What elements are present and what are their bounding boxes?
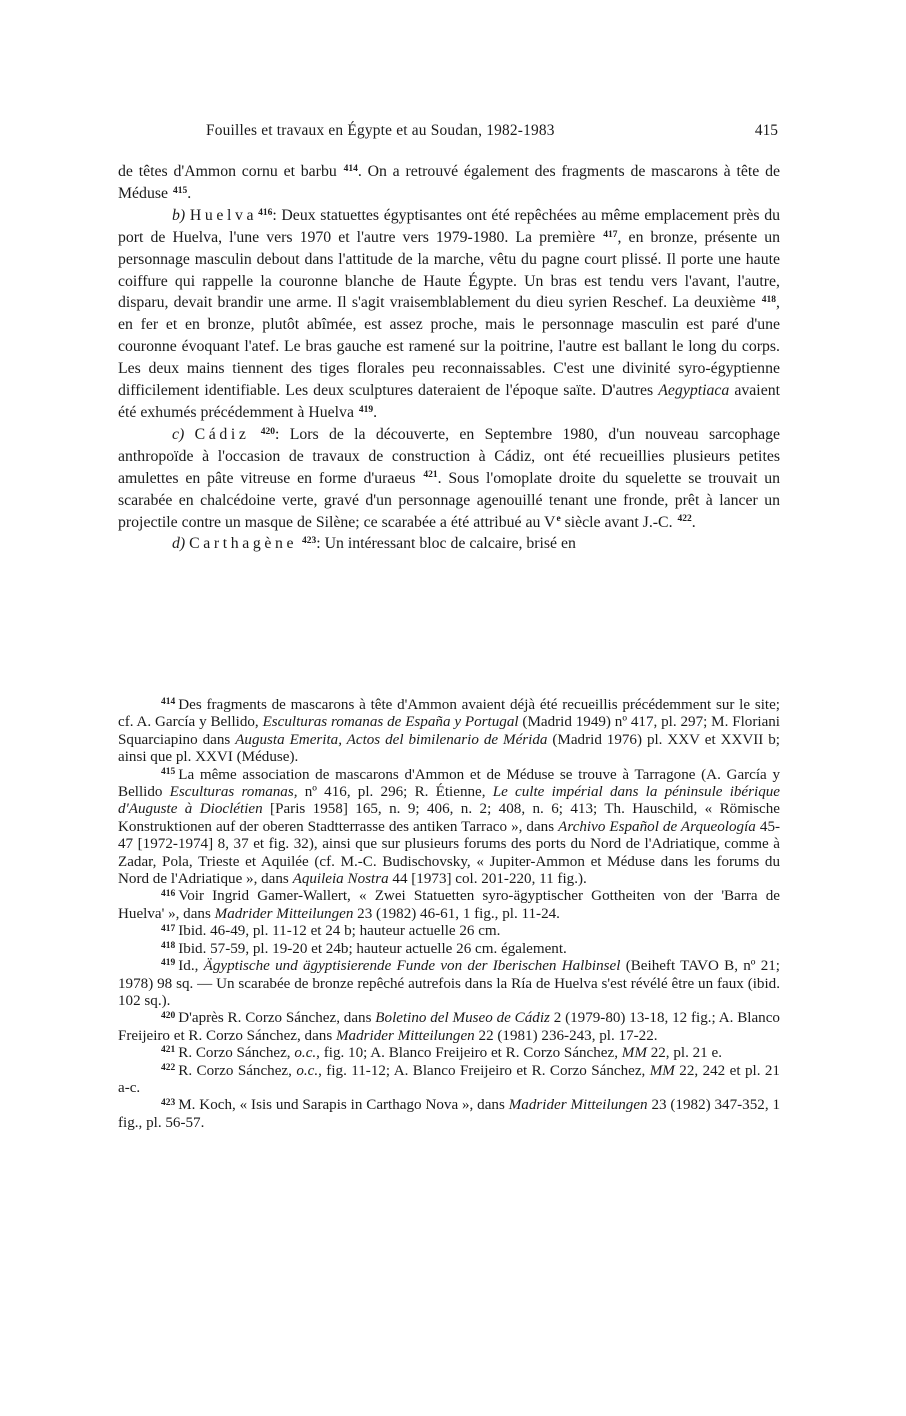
superscript-e: e bbox=[556, 514, 561, 525]
text-run: , fig. 11-12; A. Blanco Freijeiro et R. Corzo Sánchez, bbox=[318, 1062, 646, 1079]
footnote-ref[interactable]: 421 bbox=[423, 470, 438, 481]
text-run: , fig. 10; A. Blanco Freijeiro et R. Corzo Sánchez, bbox=[316, 1045, 618, 1062]
text-run: Id., bbox=[178, 958, 199, 975]
footnote-417 bbox=[118, 923, 780, 940]
footnote-number: 415 bbox=[161, 766, 176, 777]
footnote-422 bbox=[118, 1063, 780, 1098]
footnote-number: 419 bbox=[161, 958, 176, 969]
text-run: R. Corzo Sánchez, bbox=[178, 1062, 292, 1079]
text-run: . bbox=[373, 403, 378, 421]
text-run: : Deux statuettes égyptisantes ont été repêchées au même emplacement près du port de Huelva, l'une vers 1970 et l'autre vers 1979-1980. La première bbox=[118, 206, 780, 246]
italic-title: o.c. bbox=[294, 1045, 317, 1062]
footnote-ref[interactable]: 417 bbox=[603, 229, 618, 240]
running-head-title: Fouilles et travaux en Égypte et au Soudan, 1982-1983 bbox=[206, 122, 555, 139]
running-head bbox=[118, 122, 786, 142]
text-run: siècle avant J.-C. bbox=[564, 513, 673, 531]
italic-title: Le culte impérial dans la péninsule ibérique d'Auguste à Dioclétien bbox=[118, 784, 780, 818]
text-run: 22, 242 et pl. 21 a-c. bbox=[118, 1062, 780, 1096]
italic-term: Aegyptiaca bbox=[658, 382, 730, 400]
footnote-419 bbox=[118, 958, 780, 1010]
text-run: 22, pl. 21 e. bbox=[650, 1045, 722, 1062]
text-run: (Beiheft TAVO B, nº 21; 1978) 98 sq. — Un scarabée de bronze repêché autrefois dans la Ría de Huelva s'est révélé être un faux (ibid. 102 sq.). bbox=[118, 958, 781, 1009]
footnote-ref[interactable]: 420 bbox=[260, 426, 276, 437]
footnote-number: 420 bbox=[161, 1010, 176, 1021]
italic-title: Ägyptische und ägyptisierende Funde von der Iberischen Halbinsel bbox=[203, 958, 621, 975]
italic-title: Madrider Mitteilungen bbox=[335, 1027, 475, 1044]
footnote-ref[interactable]: 418 bbox=[761, 295, 777, 306]
text-run: 2 (1979-80) 13-18, 12 fig.; A. Blanco Freijeiro et R. Corzo Sánchez, dans bbox=[118, 1010, 780, 1044]
text-run: [Paris 1958] 165, n. 9; 406, n. 2; 408, n. 6; 413; Th. Hauschild, « Römische Konstruktionen auf der oberen Stadtterrasse des antiken Tarraco », dans bbox=[118, 801, 780, 835]
text-run: . Sous l'omoplate droite du squelette se trouvait un scarabée en chalcédoine verte, gravé d'un personnage agenouillé tenant une fronde, prêt à lancer un projectile contre un masque de Silène; ce scarabée a été attribué au V bbox=[118, 469, 780, 531]
paragraph-carthagene bbox=[118, 533, 780, 555]
footnote-414 bbox=[118, 697, 780, 767]
text-run: M. Koch, « Isis und Sarapis in Carthago Nova », dans bbox=[178, 1097, 505, 1114]
italic-title: Madrider Mitteilungen bbox=[214, 905, 354, 922]
footnote-421 bbox=[118, 1045, 780, 1062]
text-run: Voir Ingrid Gamer-Wallert, « Zwei Statuetten syro-ägyptischer Gottheiten von der 'Barra de Huelva' », dans bbox=[118, 888, 780, 922]
page-number: 415 bbox=[754, 122, 778, 139]
text-run: La même association de mascarons d'Ammon et de Méduse se trouve à Tarragone (A. García y Bellido bbox=[118, 766, 780, 801]
text-run: Ibid. 46-49, pl. 11-12 et 24 b; hauteur actuelle 26 cm. bbox=[178, 923, 501, 940]
footnote-number: 422 bbox=[161, 1062, 176, 1073]
text-run: (Madrid 1976) pl. XXV et XXVII b; ainsi que pl. XXVI (Méduse). bbox=[118, 731, 780, 766]
text-run: , en fer et en bronze, plutôt abîmée, est assez proche, mais le personnage masculin est paré d'une couronne évoquant l'atef. Le bras gauche est ramené sur la poitrine, l'autre est ballant le long du corps. Les deux mains tiennent des tiges florales peu reconnaissables. C'est une divinité syro-égyptienne difficilement identifiable. Les deux sculptures dateraient de l'époque saïte. D'autres bbox=[118, 294, 780, 400]
italic-title: Aquileia Nostra bbox=[292, 871, 389, 888]
footnote-418 bbox=[118, 941, 780, 958]
text-run: 23 (1982) 347-352, 1 fig., pl. 56-57. bbox=[118, 1097, 780, 1131]
footnote-number: 423 bbox=[161, 1097, 176, 1108]
text-run: : Lors de la découverte, en Septembre 1980, d'un nouveau sarcophage anthropoïde à l'occasion de travaux de construction à Cádiz, ont été recueillies plusieurs petites amulettes en pâte vitreuse en forme d'uraeus bbox=[118, 425, 781, 487]
footnote-number: 418 bbox=[161, 940, 176, 951]
footnote-ref[interactable]: 415 bbox=[172, 185, 188, 196]
text-run: , en bronze, présente un personnage masculin debout dans l'attitude de la marche, vêtu du pagne court plissé. Il porte une haute coiffure qui rappelle la couronne blanche de Haute Égypte. Un bras est tendu vers l'avant, l'autre, disparu, devait brandir une arme. Il s'agit vraisemblablement du dieu syrien Reschef. La deuxième bbox=[118, 228, 780, 312]
text-run: 23 (1982) 46-61, 1 fig., pl. 11-24. bbox=[357, 905, 560, 922]
footnote-ref[interactable]: 416 bbox=[258, 207, 273, 218]
text-run: 44 [1973] col. 201-220, 11 fig.). bbox=[392, 871, 587, 888]
footnote-number: 421 bbox=[161, 1045, 176, 1056]
footnote-number: 416 bbox=[161, 888, 176, 899]
italic-title: Boletino del Museo de Cádiz bbox=[375, 1010, 550, 1027]
italic-title: MM bbox=[649, 1062, 675, 1079]
paragraph-cadiz bbox=[118, 424, 780, 534]
section-label: b) bbox=[172, 206, 186, 224]
text-run: : Un intéressant bloc de calcaire, brisé en bbox=[316, 535, 576, 553]
footnote-ref[interactable]: 422 bbox=[677, 514, 692, 525]
footnote-ref[interactable]: 414 bbox=[343, 163, 358, 174]
text-run: Des fragments de mascarons à tête d'Ammon avaient déjà été recueillis précédemment sur le site; cf. A. García y Bellido, bbox=[118, 697, 780, 731]
italic-title: Esculturas romanas, bbox=[169, 784, 298, 801]
section-label: c) bbox=[172, 425, 185, 443]
section-label: d) bbox=[172, 535, 186, 553]
text-run: (Madrid 1949) nº 417, pl. 297; M. Floriani Squarciapino dans bbox=[118, 714, 781, 748]
italic-title: Augusta Emerita, Actos del bimilenario de Mérida bbox=[235, 731, 548, 748]
paragraph-ammon-meduse bbox=[118, 161, 780, 205]
footnote-415 bbox=[118, 767, 780, 889]
italic-title: Esculturas romanas de España y Portugal bbox=[262, 714, 519, 731]
section-place-heading: Huelva bbox=[189, 206, 258, 224]
text-run: de têtes d'Ammon cornu et barbu bbox=[118, 163, 337, 180]
footnote-ref[interactable]: 419 bbox=[358, 404, 374, 415]
footnotes bbox=[118, 697, 780, 1132]
text-run: 45-47 [1972-1974] 8, 37 et fig. 32), ainsi que sur plusieurs forums des ports du Nord de l'Adriatique, comme à Zadar, Pola, Trieste et Aquilée (cf. M.-C. Budischovsky, « Jupiter-Ammon et Méduse dans les forums du Nord de l'Adriatique », dans bbox=[118, 818, 781, 888]
section-place-heading: Carthagène bbox=[189, 535, 298, 553]
footnote-number: 417 bbox=[161, 923, 176, 934]
footnote-ref[interactable]: 423 bbox=[302, 536, 317, 547]
text-run: . On a retrouvé également des fragments de mascarons à tête de Méduse bbox=[118, 163, 780, 202]
footnote-number: 414 bbox=[161, 697, 176, 708]
text-run: Ibid. 57-59, pl. 19-20 et 24b; hauteur actuelle 26 cm. également. bbox=[178, 940, 567, 957]
text-run: 22 (1981) 236-243, pl. 17-22. bbox=[478, 1027, 658, 1044]
italic-title: MM bbox=[621, 1045, 647, 1062]
text-run: . bbox=[691, 513, 696, 531]
italic-title: o.c. bbox=[296, 1062, 319, 1079]
footnote-420 bbox=[118, 1010, 780, 1045]
text-run: D'après R. Corzo Sánchez, dans bbox=[178, 1010, 372, 1027]
section-place-heading: Cádiz bbox=[194, 425, 250, 443]
italic-title: Madrider Mitteilungen bbox=[508, 1097, 648, 1114]
footnote-423 bbox=[118, 1097, 780, 1132]
footnote-416 bbox=[118, 888, 780, 923]
text-run: nº 416, pl. 296; R. Étienne, bbox=[304, 784, 486, 801]
italic-title: Archivo Español de Arqueología bbox=[558, 818, 756, 835]
paragraph-huelva bbox=[118, 205, 780, 424]
text-run: R. Corzo Sánchez, bbox=[178, 1045, 291, 1062]
text-run: . bbox=[187, 184, 192, 202]
text-run: avaient été exhumés précédemment à Huelva bbox=[118, 382, 780, 421]
main-text bbox=[118, 161, 780, 555]
